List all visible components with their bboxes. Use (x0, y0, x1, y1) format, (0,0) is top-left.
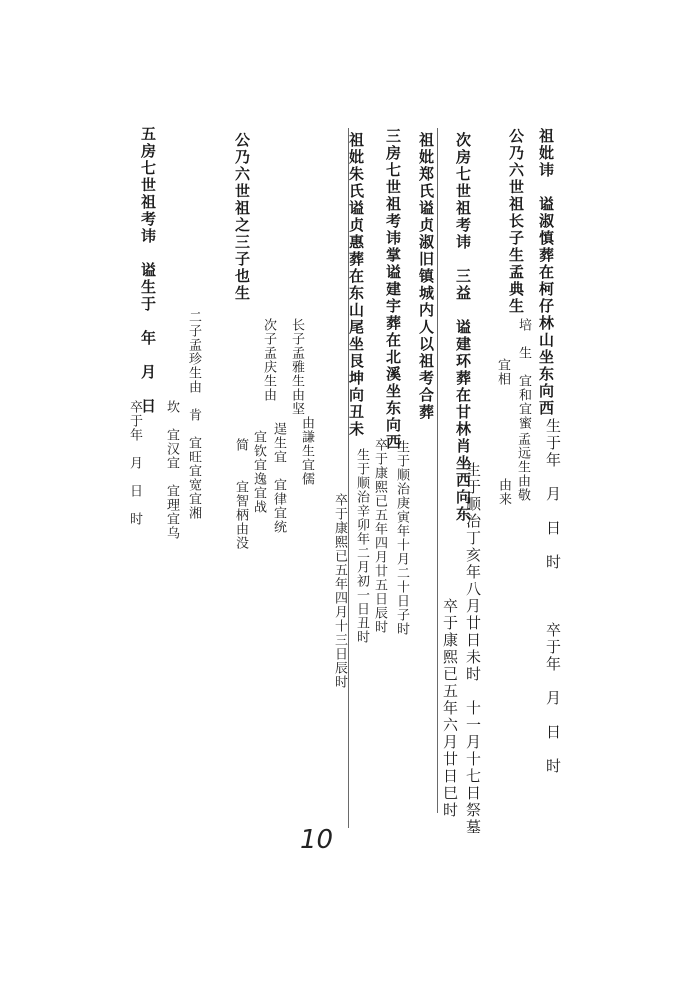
text-column: 祖妣郑氏谥贞淑旧镇城内人以祖考合葬 (417, 132, 435, 421)
text-column: 由謙生宜儒 (299, 416, 314, 486)
text-column: 简 宜智柄由没 (233, 438, 248, 550)
text-column: 宜相 (495, 358, 510, 386)
text-column: 卒于康熙已五年四月廿五日辰时 (372, 438, 387, 634)
text-column: 三房七世祖考讳掌谥建宇葬在北溪坐东向西 (384, 128, 402, 451)
text-column: 培 生 宜和宜蜜 (516, 318, 531, 430)
text-column: 祖妣朱氏谥贞惠葬在东山尾坐艮坤向丑未 (347, 132, 365, 438)
text-column: 公乃六世祖长子生孟典生 (507, 128, 525, 315)
page-number: 10 (300, 825, 334, 855)
text-column: 卒于年 月 日 时 (127, 400, 142, 526)
text-column: 孟远生由敬 (515, 432, 530, 502)
text-column: 生于顺治庚寅年十月二十日子时 (394, 440, 409, 636)
text-column: 次子孟庆生由 (261, 318, 276, 402)
text-column: 由来 (496, 478, 511, 506)
text-column: 二子孟珍生由 肯 宜旺宜宽宜湘 (186, 310, 201, 520)
text-column: 逞生宜 宜律宜统 (271, 422, 286, 534)
text-column: 卒于康熙已五年六月廿日巳时 (441, 598, 459, 819)
text-column: 生于顺治辛卯年二月初一日丑时 (354, 448, 369, 644)
text-column: 宜钦宜逸宜战 (251, 430, 266, 514)
text-column: 长子孟雅生由坚 (289, 318, 304, 416)
text-column: 五房七世祖考讳 谥生于 年 月 日 (139, 126, 157, 415)
text-column: 公乃六世祖之三子也生 (233, 132, 251, 302)
text-column: 祖妣讳 谥淑慎葬在柯仔林山坐东向西 (537, 128, 555, 417)
text-column: 坎 宜汉宜 宜理宜乌 (164, 400, 179, 540)
text-column: 次房七世祖考讳 三益 谥建环葬在甘林肖坐西向东 (454, 132, 472, 523)
column-divider-line (437, 128, 438, 813)
text-column: 卒于康熙已五年四月十三日辰时 (332, 493, 347, 689)
text-column: 生于年 月 日 时 卒于年 月 日 时 (544, 418, 562, 775)
text-column: 生于顺治丁亥年八月廿日未时 十一月十七日祭墓 (464, 462, 482, 836)
